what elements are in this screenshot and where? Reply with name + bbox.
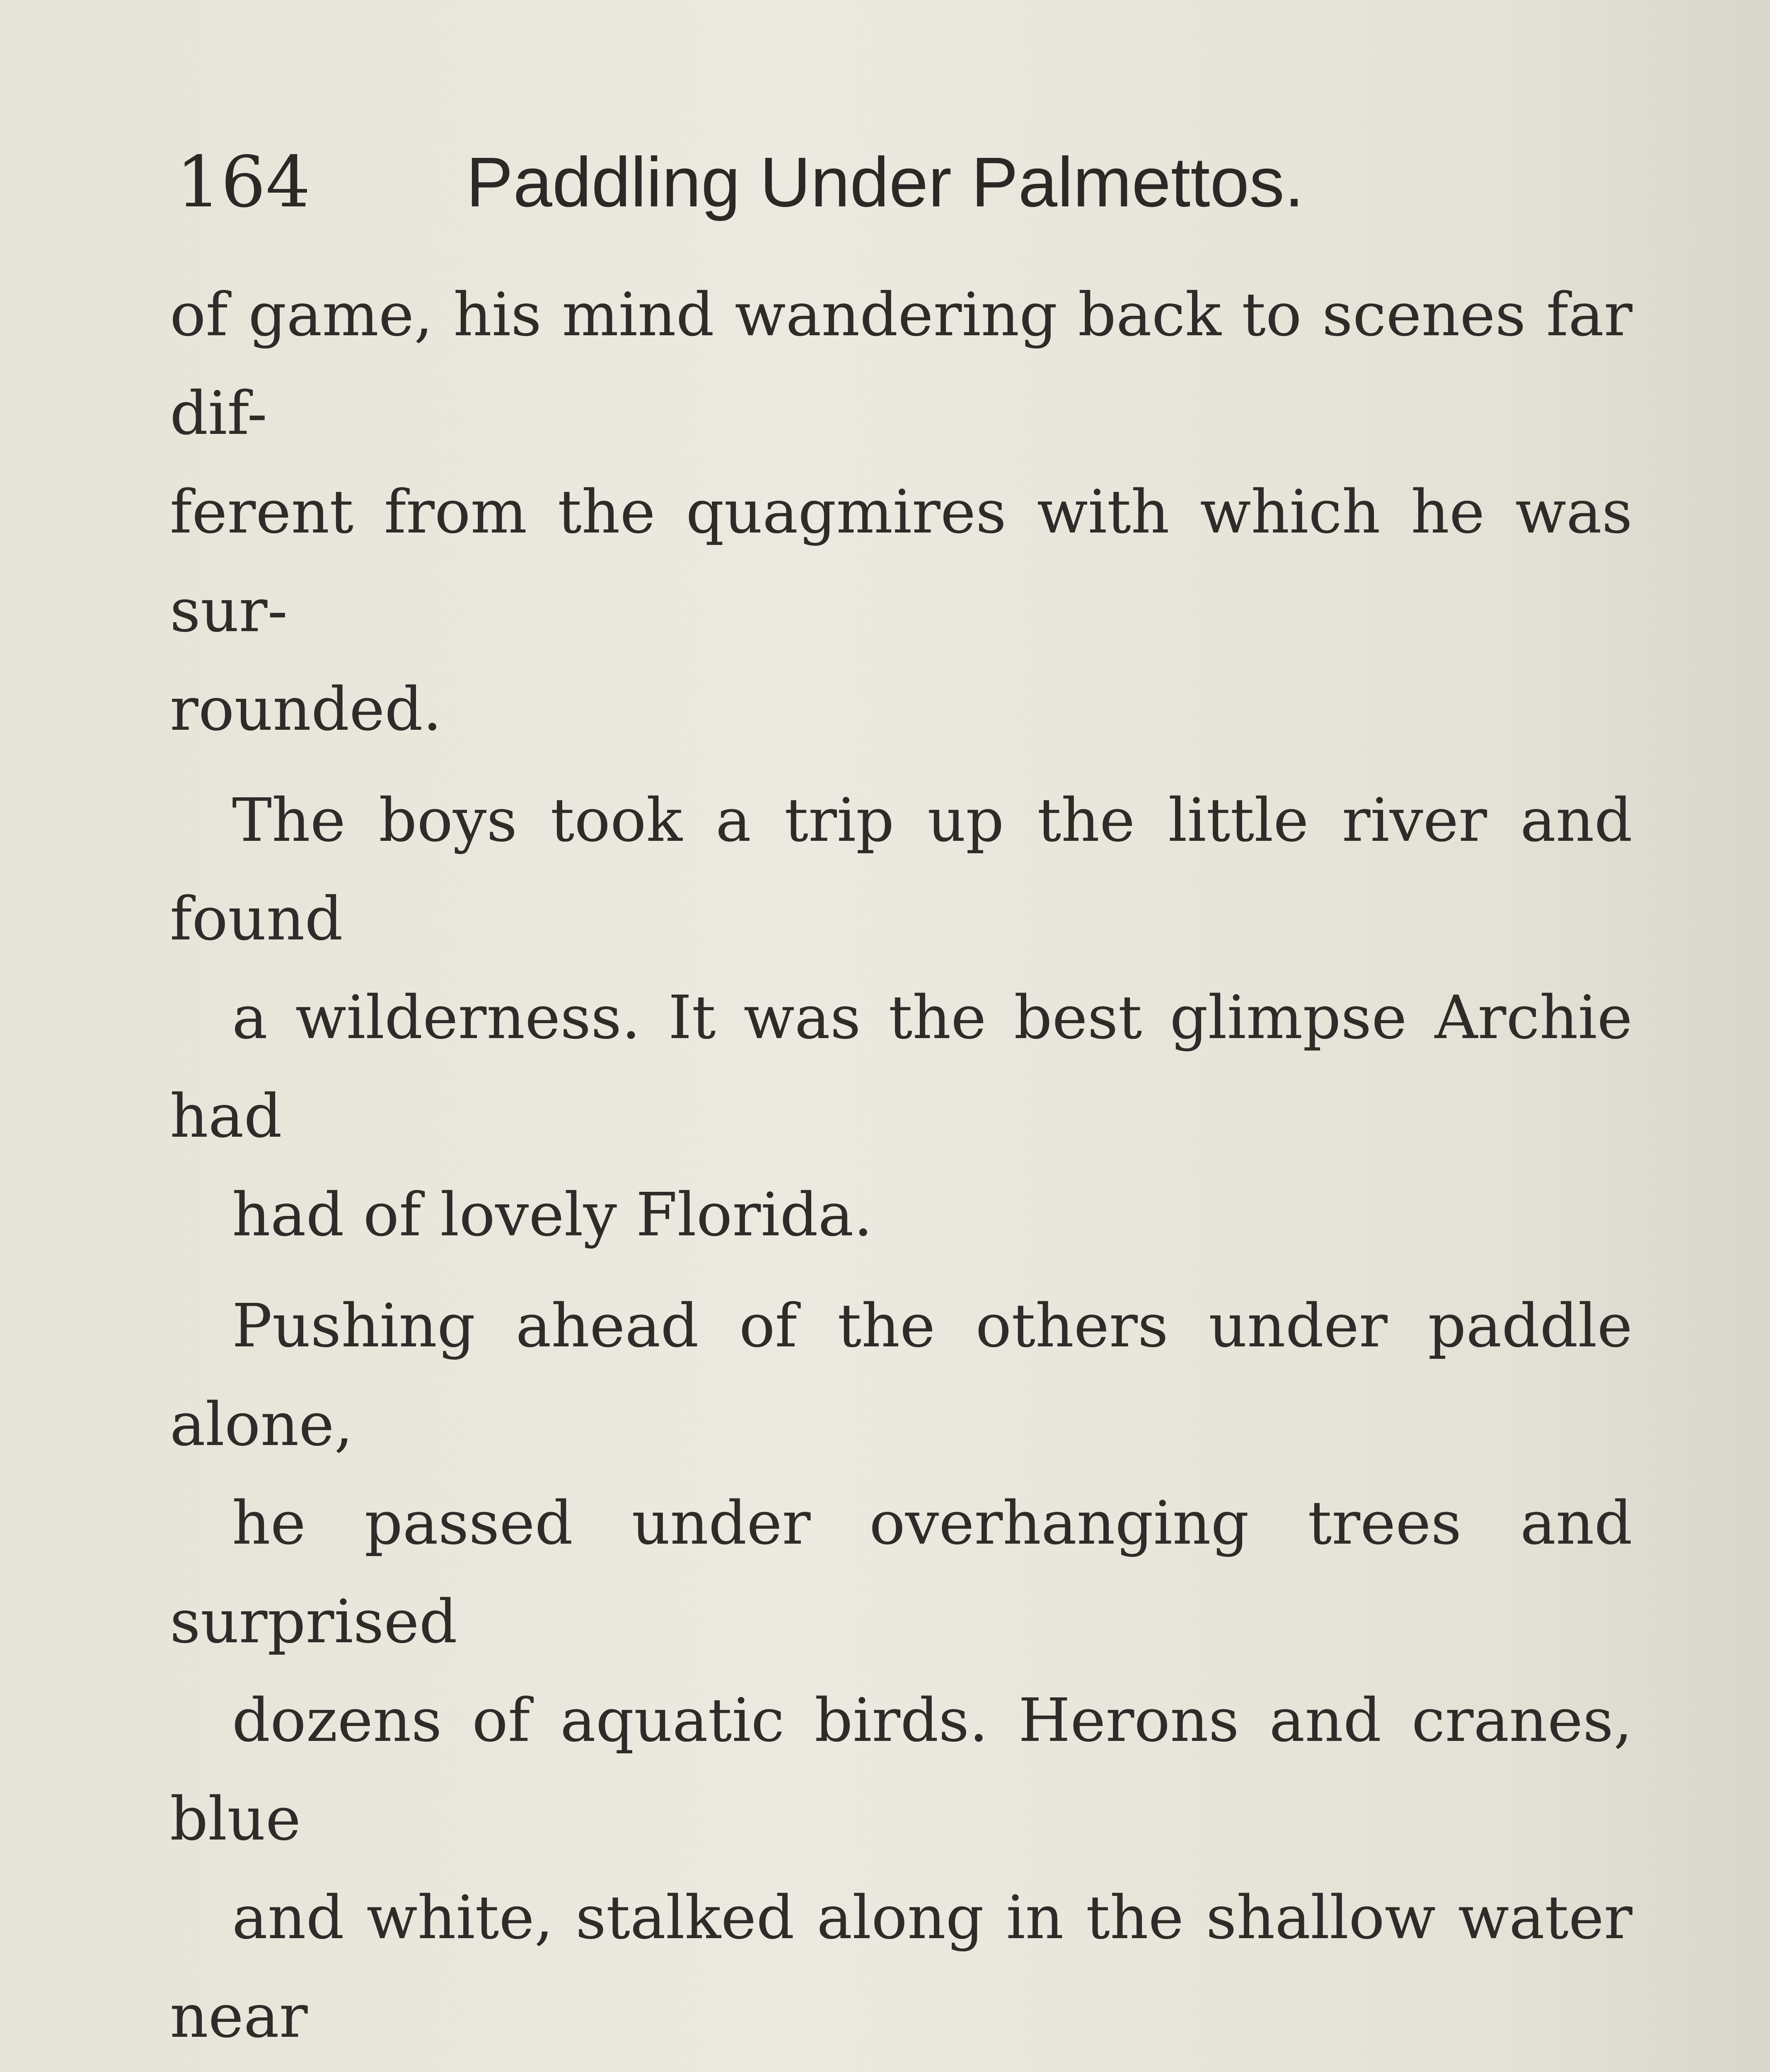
page-number: 164 (176, 141, 311, 223)
text-line: The boys took a trip up the little river and found (170, 785, 1632, 954)
text-line (170, 2065, 1632, 2072)
text-line: Pushing ahead of the others under paddle alone, (170, 1291, 1632, 1459)
text-line: a wilderness. It was the best glimpse Archie had (170, 983, 1632, 1151)
page-header (176, 124, 1626, 224)
text-line: dozens of aquatic birds. Herons and cranes, blue (170, 1685, 1632, 1854)
text-line: he passed under overhanging trees and surprised (170, 1488, 1632, 1656)
paragraph (170, 265, 1632, 758)
text-line: ferent from the quagmires with which he was sur- (170, 477, 1632, 645)
body-text (170, 265, 1632, 2072)
paragraph (170, 1276, 1632, 2072)
paragraph (170, 771, 1632, 1264)
text-line: of game, his mind wandering back to scenes far dif- (170, 280, 1632, 448)
text-line: had of lovely Florida. (232, 1180, 873, 1249)
text-line: and white, stalked along in the shallow water near (170, 1883, 1632, 2051)
running-title: Paddling Under Palmettos. (466, 143, 1304, 222)
text-line: rounded. (170, 674, 442, 744)
